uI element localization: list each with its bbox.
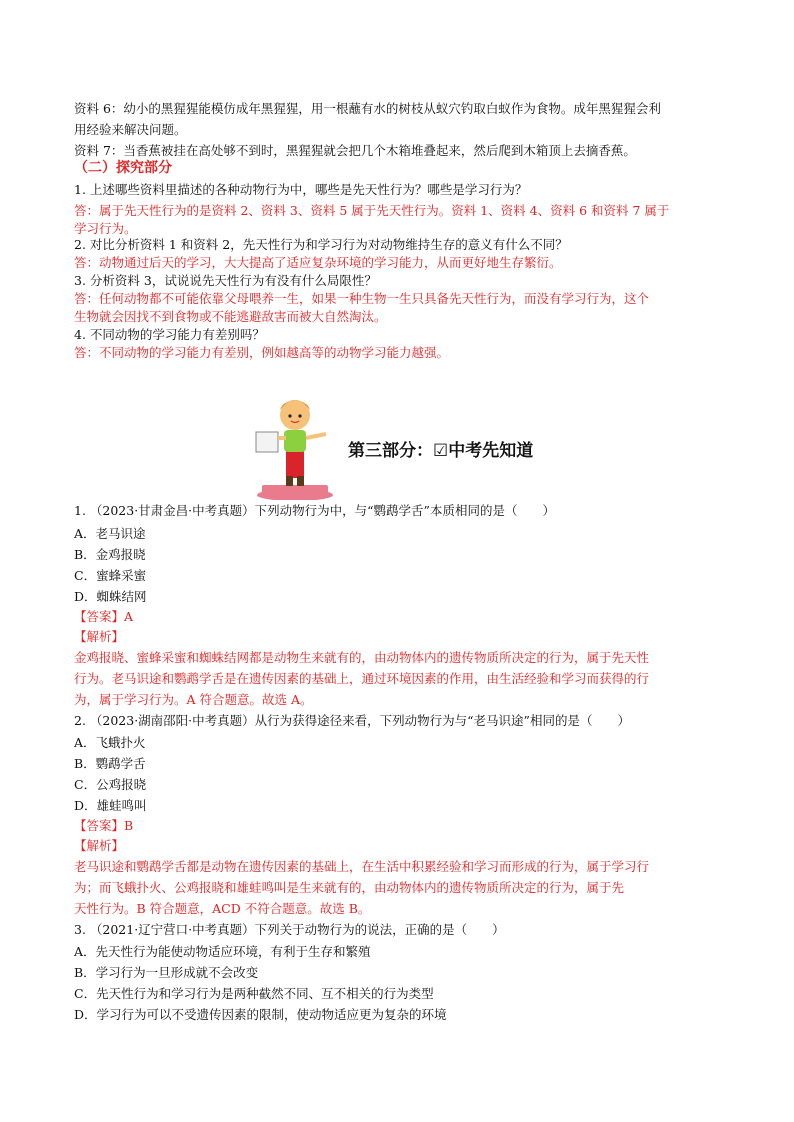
question-2-stem: 2. （2023·湖南邵阳·中考真题）从行为获得途径来看，下列动物行为与“老马识途”相同的是（ ） — [74, 713, 630, 728]
explore-answer-3-line-2: 生物就会因找不到食物或不能逃避敌害而被大自然淘汰。 — [74, 309, 387, 324]
question-2-analysis-line-1: 老马识途和鹦鹉学舌都是动物在遗传因素的基础上，在生活中积累经验和学习而形成的行为，属于学习行 — [74, 859, 650, 874]
explore-answer-2: 答：动物通过后天的学习，大大提高了适应复杂环境的学习能力，从而更好地生存繁衍。 — [74, 255, 562, 270]
question-2-analysis-line-2: 为；而飞蛾扑火、公鸡报晓和雄蛙鸣叫是生来就有的，由动物体内的遗传物质所决定的行为，属于先 — [74, 880, 625, 895]
material-6-line-2: 用经验来解决问题。 — [74, 122, 187, 137]
question-2-analysis-label: 【解析】 — [74, 838, 125, 853]
explore-answer-1-line-2: 学习行为。 — [74, 221, 137, 236]
question-1-analysis-line-2: 行为。老马识途和鹦鹉学舌是在遗传因素的基础上，通过环境因素的作用，由生活经验和学习而获得的行 — [74, 671, 650, 686]
question-2-option-b: B．鹦鹉学舌 — [74, 756, 146, 771]
cartoon-girl-illustration — [250, 390, 340, 500]
question-3-option-a: A．先天性行为能使动物适应环境，有利于生存和繁殖 — [74, 944, 371, 959]
question-3-option-c: C．先天性行为和学习行为是两种截然不同、互不相关的行为类型 — [74, 986, 434, 1001]
question-2-option-d: D．雄蛙鸣叫 — [74, 798, 147, 813]
question-2-answer: 【答案】B — [74, 818, 134, 833]
explore-question-3: 3. 分析资料 3，试说说先天性行为有没有什么局限性？ — [74, 273, 377, 288]
question-1-analysis-line-1: 金鸡报晓、蜜蜂采蜜和蜘蛛结网都是动物生来就有的，由动物体内的遗传物质所决定的行为，属于先天性 — [74, 650, 650, 665]
question-1-answer: 【答案】A — [74, 609, 134, 624]
explore-answer-1-line-1: 答：属于先天性行为的是资料 2、资料 3、资料 5 属于先天性行为。资料 1、资料 4、资料 6 和资料 7 属于 — [74, 203, 670, 218]
question-1-option-b: B．金鸡报晓 — [74, 547, 146, 562]
question-1-option-a: A．老马识途 — [74, 526, 146, 541]
material-6-line-1: 资料 6：幼小的黑猩猩能模仿成年黑猩猩，用一根蘸有水的树枝从蚁穴钓取白蚁作为食物。成年黑猩猩会利 — [74, 101, 661, 116]
question-1-option-c: C．蜜蜂采蜜 — [74, 568, 147, 583]
material-7: 资料 7：当香蕉被挂在高处够不到时，黑猩猩就会把几个木箱堆叠起来，然后爬到木箱顶上去摘香蕉。 — [74, 143, 636, 158]
question-1-option-d: D．蜘蛛结网 — [74, 589, 147, 604]
explore-question-1: 1. 上述哪些资料里描述的各种动物行为中，哪些是先天性行为？哪些是学习行为？ — [74, 182, 528, 197]
question-3-option-d: D．学习行为可以不受遗传因素的限制，使动物适应更为复杂的环境 — [74, 1007, 447, 1022]
question-2-option-a: A．飞蛾扑火 — [74, 735, 146, 750]
explore-answer-4: 答：不同动物的学习能力有差别，例如越高等的动物学习能力越强。 — [74, 345, 450, 360]
explore-answer-3-line-1: 答：任何动物都不可能依靠父母喂养一生，如果一种生物一生只具备先天性行为，而没有学习行为，这个 — [74, 291, 650, 306]
question-2-analysis-line-3: 天性行为。B 符合题意，ACD 不符合题意。故选 B。 — [74, 901, 371, 916]
explore-question-4: 4. 不同动物的学习能力有差别吗？ — [74, 327, 265, 342]
question-3-option-b: B．学习行为一旦形成就不会改变 — [74, 965, 259, 980]
question-2-option-c: C．公鸡报晓 — [74, 777, 147, 792]
question-1-analysis-line-3: 为，属于学习行为。A 符合题意。故选 A。 — [74, 692, 313, 707]
question-1-analysis-label: 【解析】 — [74, 629, 125, 644]
question-3-stem: 3. （2021·辽宁营口·中考真题）下列关于动物行为的说法，正确的是（ ） — [74, 922, 505, 937]
question-1-stem: 1. （2023·甘肃金昌·中考真题）下列动物行为中，与“鹦鹉学舌”本质相同的是（ ） — [74, 503, 555, 518]
explore-question-2: 2. 对比分析资料 1 和资料 2，先天性行为和学习行为对动物维持生存的意义有什么不同？ — [74, 237, 568, 252]
part-3-title: 第三部分：☑中考先知道 — [348, 441, 534, 461]
explore-header: （二）探究部分 — [74, 160, 172, 176]
